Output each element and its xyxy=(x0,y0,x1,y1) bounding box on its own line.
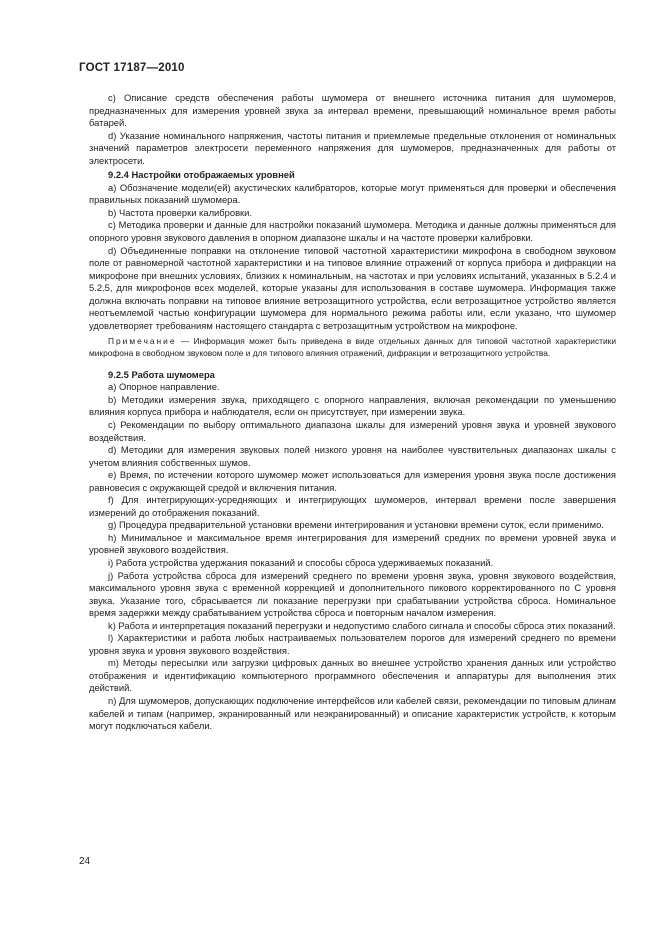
list-item: b) Методики измерения звука, приходящего с опорного направления, включая рекомендации по уменьшению влияния корпуса прибора и наблюдателя, если он присутствует, при измерении звука. xyxy=(89,393,616,418)
list-item: g) Процедура предварительной установки времени интегрирования и установки времени суток, если применимо. xyxy=(108,519,604,531)
note xyxy=(89,336,616,358)
list-item: e) Время, по истечении которого шумомер может использоваться для измерения уровня звука после достижения равновесия с окружающей средой и включения питания. xyxy=(89,469,616,493)
list-item-b: b) Частота проверки калибровки. xyxy=(108,206,252,218)
list-item-a: a) Обозначение модели(ей) акустических калибраторов, которые могут применяться для проверки и обеспечения правильных показаний шумомера. xyxy=(89,181,616,206)
paragraph-d: d) Указание номинального напряжения, частоты питания и приемлемые предельные отклонения от номинальных значений параметров электросети переменного напряжения для шумомеров, предназначенных для работы от электросети. xyxy=(89,129,616,166)
list-item: j) Работа устройства сброса для измерений среднего по времени уровня звука, уровня звукового воздействия, максимального уровня звука с временной коррекцией и дополнительного пикового корректированного по C уровня звука. Указание того, сбрасывается ли показание перегрузки при срабатывании устройства сброса. Номинальное время задержки между срабатыванием устройства сброса и повторным началом измерения. xyxy=(89,569,616,619)
note-text: — Информация может быть приведена в виде отдельных данных для типовой частотной характеристики микрофона в свободном звуковом поле и для типового влияния отражений, дифракции и ветрозащитного устройства. xyxy=(89,336,616,358)
list-item: f) Для интегрирующих-усредняющих и интегрирующих шумомеров, интервал времени после завершения измерений до отображения показаний. xyxy=(89,494,616,518)
list-item: m) Методы пересылки или загрузки цифровых данных во внешнее устройство хранения данных или устройство отображения и идентификацию компьютерного программного обеспечения и аппаратуры для выполнения этих действий. xyxy=(89,657,616,694)
paragraph-c: c) Описание средств обеспечения работы шумомера от внешнего источника питания для шумомеров, предназначенных для измерения уровней звука за интервал времени, превышающий номинальное время работы батарей. xyxy=(89,92,616,129)
document-body xyxy=(89,92,616,733)
list-item-c: c) Методика проверки и данные для настройки показаний шумомера. Методика и данные должны применяться для опорного уровня звукового давления в опорном диапазоне шкалы и на частоте проверки калибровки. xyxy=(89,219,616,244)
document-header: ГОСТ 17187—2010 xyxy=(79,62,185,74)
list-item: h) Минимальное и максимальное время интегрирования для измерений средних по времени уровней звука и уровней звукового воздействия. xyxy=(89,531,616,556)
page-number: 24 xyxy=(79,856,91,867)
list-item: k) Работа и интерпретация показаний перегрузки и недопустимо слабого сигнала и способы сброса этих показаний. xyxy=(108,619,616,631)
list-item: d) Методики для измерения звуковых полей низкого уровня на наиболее чувствительных диапазонах шкалы с учетом влияния собственных шумов. xyxy=(89,444,616,468)
list-item: a) Опорное направление. xyxy=(108,381,220,393)
section-heading-9-2-4: 9.2.4 Настройки отображаемых уровней xyxy=(108,169,295,181)
list-item-d: d) Объединенные поправки на отклонение типовой частотной характеристики микрофона в свободном звуковом поле от равномерной частотной характеристики и на типовое влияние отражений от корпуса прибора и дифракции на микрофоне при внешних условиях, близких к номинальным, на частотах и при условиях испытаний, указанных в 5.2.4 и 5.2.5, для микрофонов всех моделей, которые указаны для использования в составе шумомера. Информация также должна включать поправки на типовое влияние ветрозащитного устройства, если ветрозащитное устройство является неотъемлемой частью конфигурации шумомера для нормального режима работы или, если указано, что шумомер удовлетворяет требованиям настоящего стандарта с ветрозащитным устройством на микрофоне. xyxy=(89,244,616,331)
list-item: i) Работа устройства удержания показаний и способы сброса удерживаемых показаний. xyxy=(108,557,494,568)
list-item: c) Рекомендации по выбору оптимального диапазона шкалы для измерений уровня звука и уровней звукового воздействия. xyxy=(89,418,616,443)
note-label: Примечание xyxy=(108,336,177,347)
list-item: l) Характеристики и работа любых настраиваемых пользователем порогов для измерений среднего по времени уровня звука и уровня звукового воздействия. xyxy=(89,632,616,656)
section-heading-9-2-5: 9.2.5 Работа шумомера xyxy=(108,368,215,380)
list-item: n) Для шумомеров, допускающих подключение интерфейсов или кабелей связи, рекомендации по типовым длинам кабелей и типам (например, экранированный или неэкранированный) и описание характеристик устройств, к которым могут подключаться кабели. xyxy=(89,695,616,732)
